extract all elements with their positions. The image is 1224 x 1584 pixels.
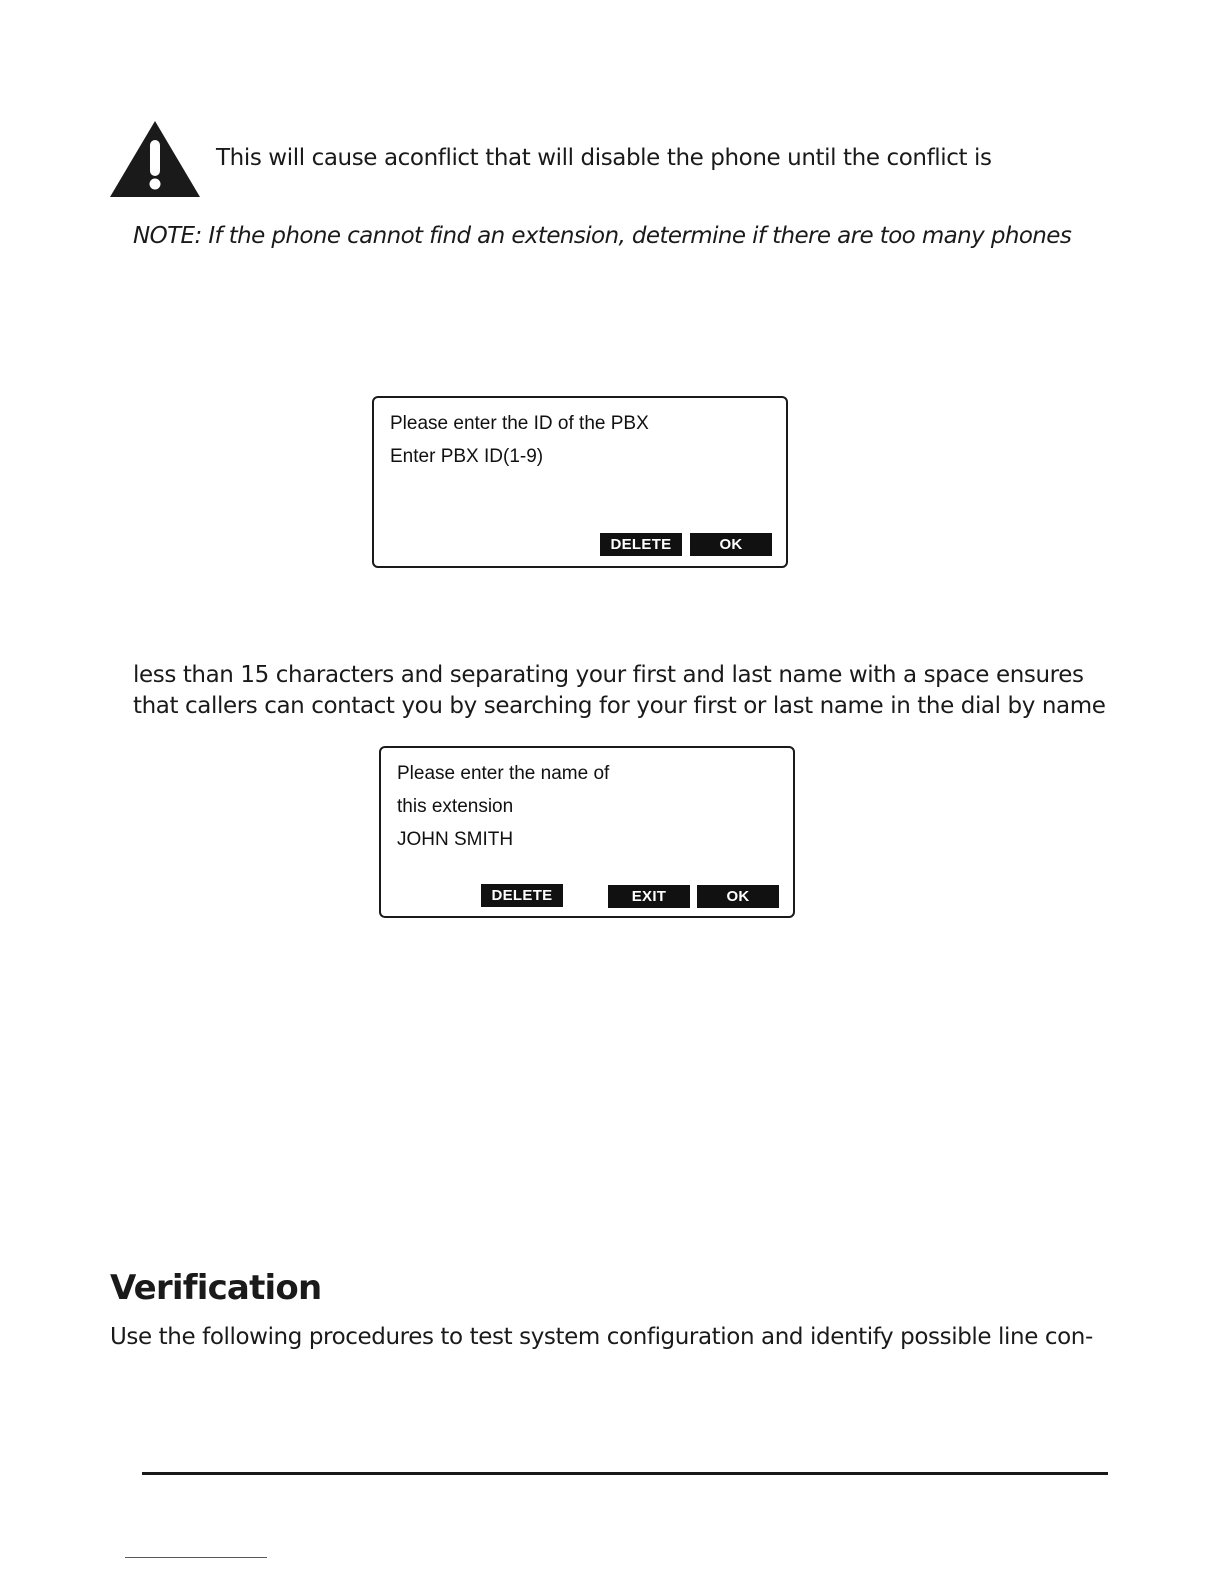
delete-softkey[interactable]: DELETE — [481, 884, 563, 907]
exit-softkey[interactable]: EXIT — [608, 885, 690, 908]
name-paragraph-line-2: that callers can contact you by searching for your first or last name in the dial by name — [133, 693, 1106, 719]
name-paragraph-line-1: less than 15 characters and separating your first and last name with a space ensures — [133, 662, 1084, 688]
name-screen-line-2: this extension — [397, 796, 514, 817]
ok-softkey[interactable]: OK — [697, 885, 779, 908]
ok-softkey[interactable]: OK — [690, 533, 772, 556]
extension-name-screen — [379, 746, 795, 918]
note-text: NOTE: If the phone cannot find an extension, determine if there are too many phones — [133, 223, 1072, 249]
footer-link-underline — [125, 1557, 267, 1558]
footer-rule — [142, 1472, 1108, 1475]
pbx-screen-line-2: Enter PBX ID(1-9) — [390, 446, 544, 467]
delete-softkey[interactable]: DELETE — [600, 533, 682, 556]
pbx-screen-line-1: Please enter the ID of the PBX — [390, 413, 649, 434]
verification-heading: Verification — [110, 1268, 322, 1308]
warning-text: This will cause aconflict that will disable the phone until the conflict is — [216, 145, 992, 171]
pbx-id-screen — [372, 396, 788, 568]
name-screen-line-1: Please enter the name of — [397, 763, 610, 784]
name-screen-line-3: JOHN SMITH — [397, 829, 514, 850]
warning-triangle-icon — [110, 121, 200, 197]
verification-text: Use the following procedures to test system configuration and identify possible line con- — [110, 1324, 1093, 1350]
